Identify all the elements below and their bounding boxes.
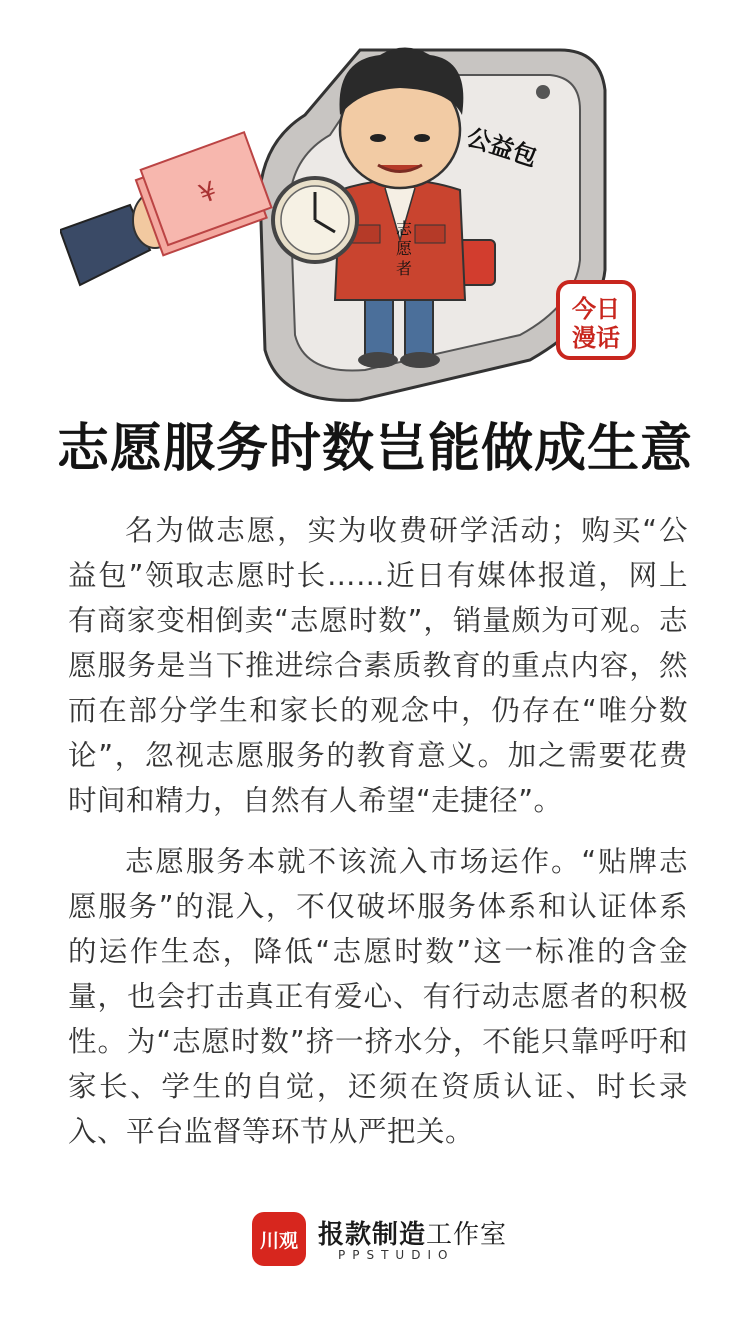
money-symbol: ¥ xyxy=(195,176,221,211)
stamp-line-1: 今日 xyxy=(572,295,620,323)
paragraph-1: 名为做志愿，实为收费研学活动；购买“公益包”领取志愿时长……近日有媒体报道，网上有商家变相倒卖“志愿时数”，销量颇为可观。志愿服务是当下推进综合素质教育的重点内容，然而在部分学生和家长的观念中，仍存在“唯分数论”，忽视志愿服务的教育意义。加之需要花费时间和精力，自然有人希望“走捷径”。 xyxy=(68,514,688,817)
stamp-logo-icon xyxy=(558,282,634,358)
app-logo: 川观 xyxy=(252,1212,306,1266)
paragraph-2: 志愿服务本就不该流入市场运作。“贴牌志愿服务”的混入，不仅破坏服务体系和认证体系的运作生态，降低“志愿时数”这一标准的含金量，也会打击真正有爱心、有行动志愿者的积极性。为“志愿时数”挤一挤水分，不能只靠呼吁和家长、学生的自觉，还须在资质认证、时长录入、平台监督等环节从严把关。 xyxy=(68,845,688,1148)
footer xyxy=(0,1212,750,1272)
article-body xyxy=(68,508,688,1170)
cartoon-illustration xyxy=(60,20,700,420)
bag-label: 公益包 xyxy=(463,123,541,172)
studio-name-bold: 报款制造 xyxy=(318,1220,427,1250)
studio-english: PPSTUDIO xyxy=(338,1248,455,1262)
stamp-line-2: 漫话 xyxy=(572,324,620,352)
studio-name xyxy=(318,1214,507,1251)
studio-name-thin: 工作室 xyxy=(426,1220,508,1250)
clock-icon xyxy=(273,178,357,262)
headline: 志愿服务时数岂能做成生意 xyxy=(56,419,693,479)
money-hand-icon xyxy=(60,132,274,285)
vest-label: 志愿者 xyxy=(393,220,413,280)
